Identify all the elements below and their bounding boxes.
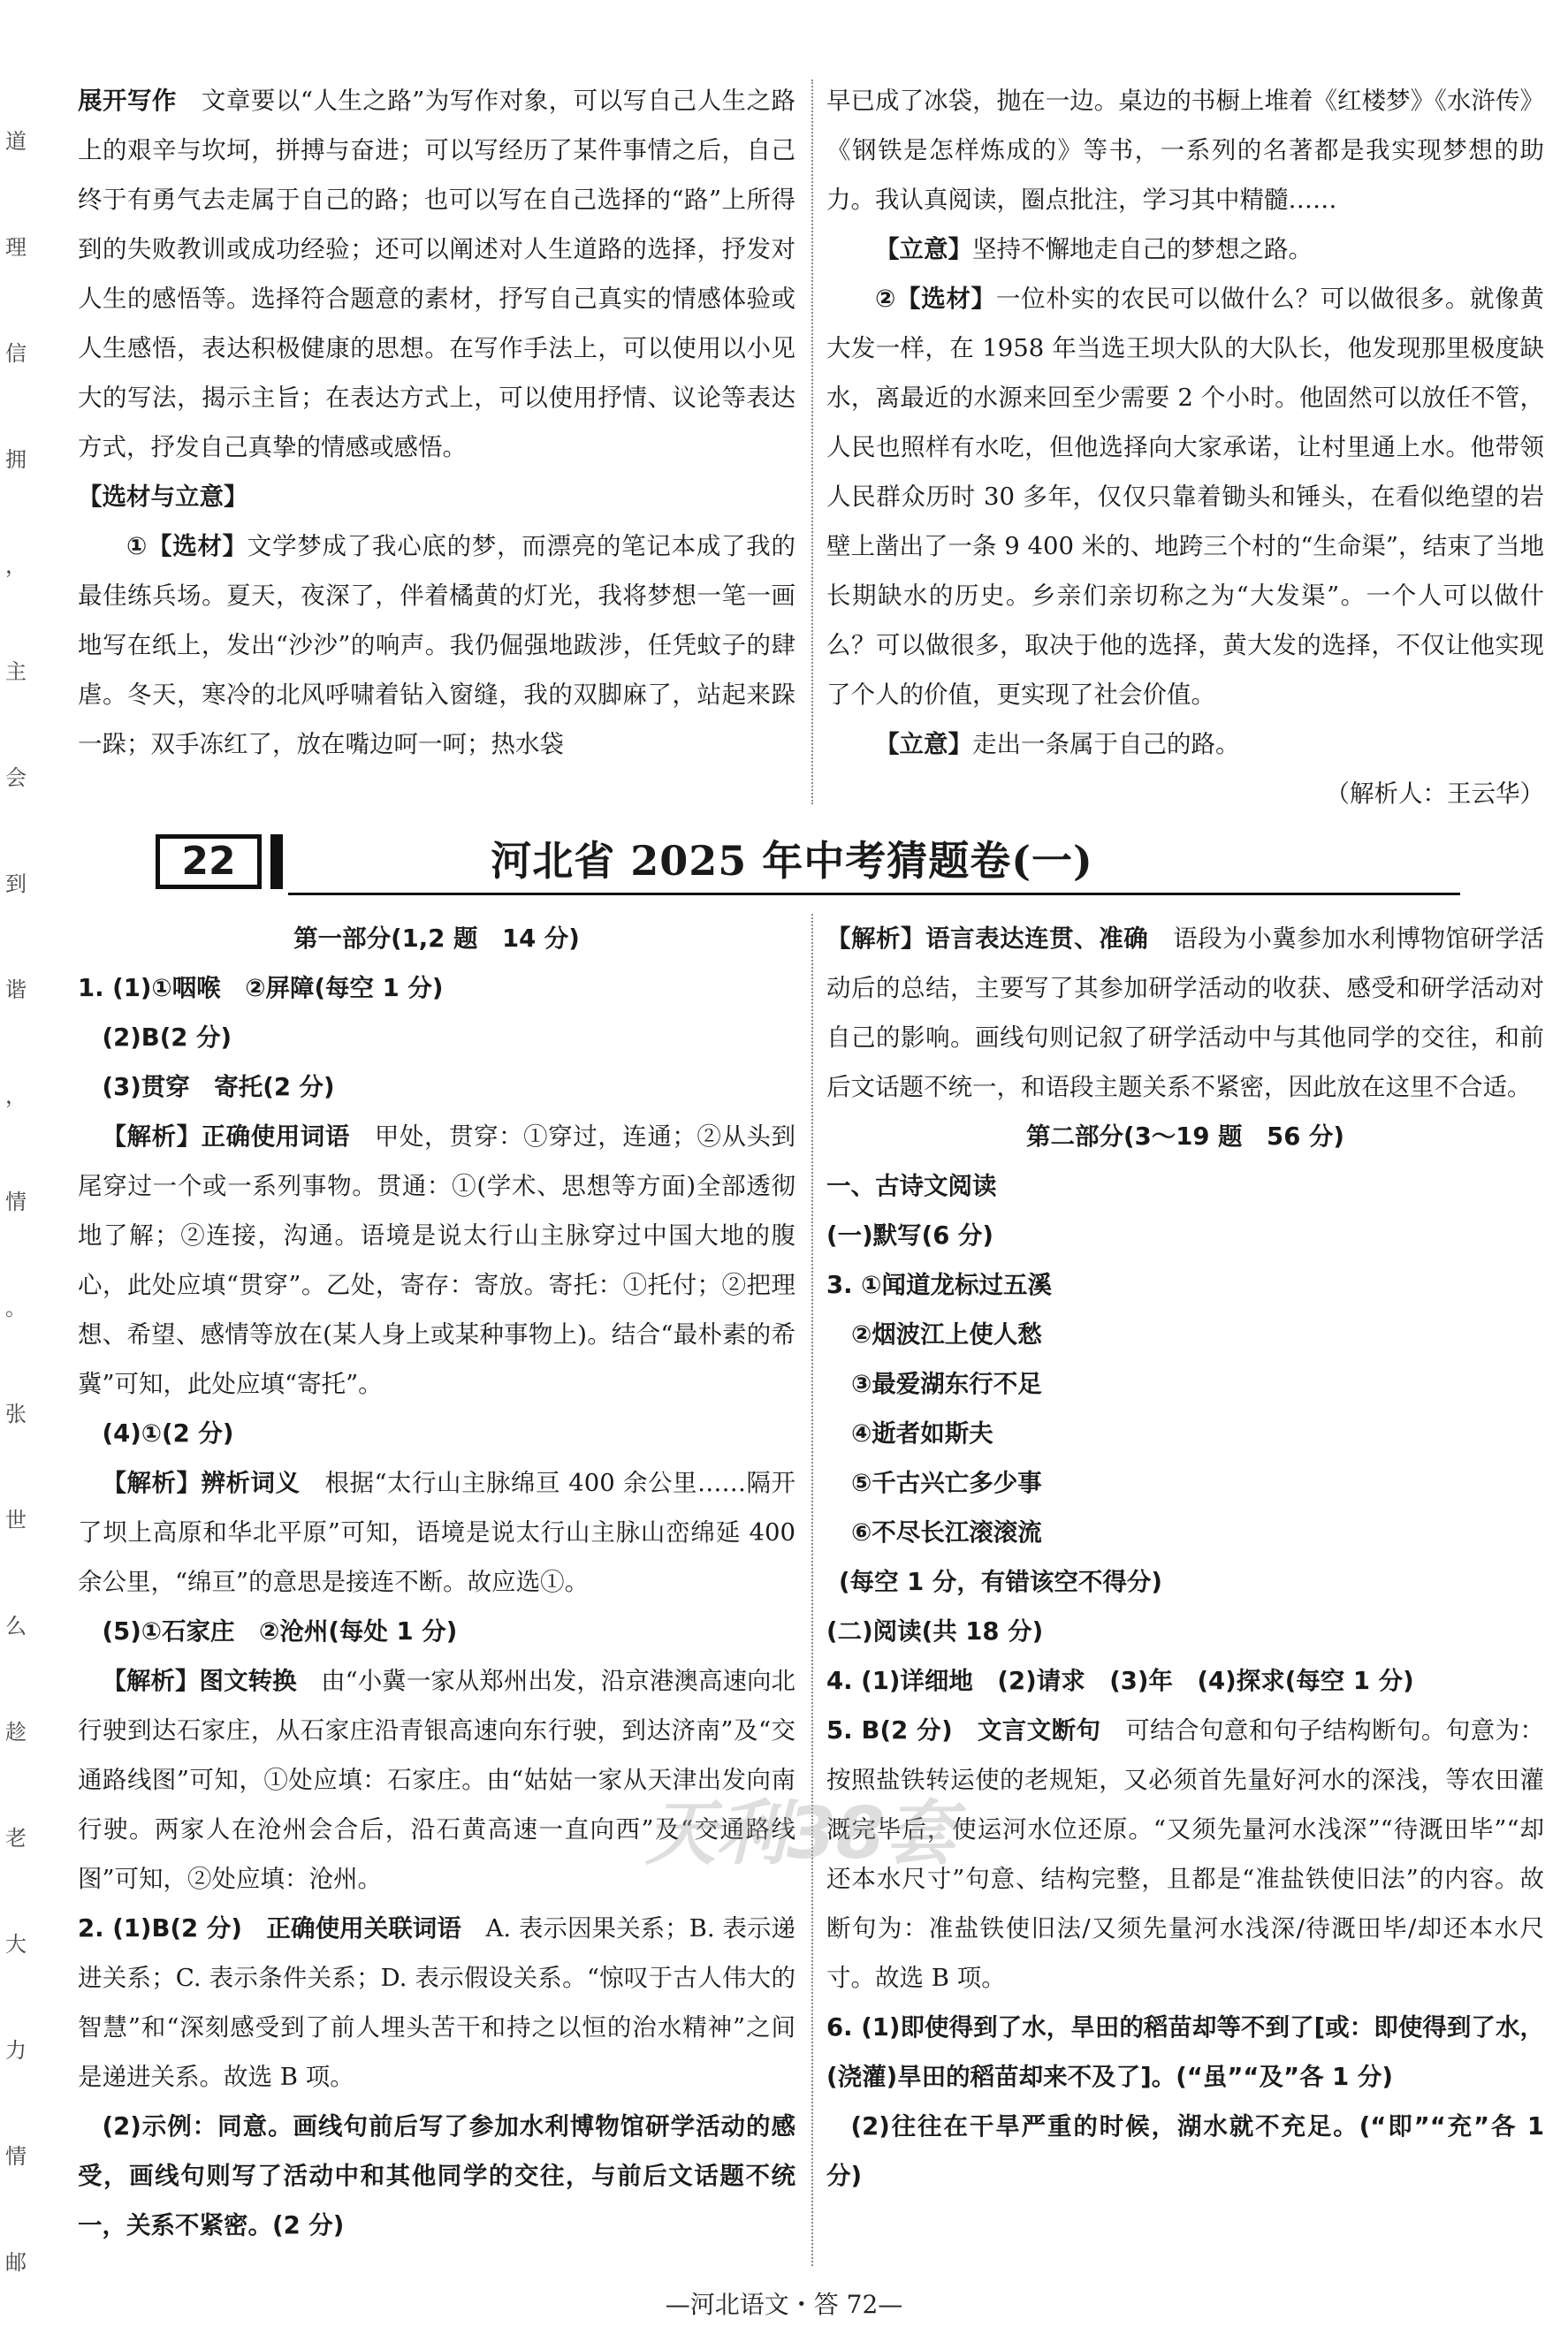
page-edge-characters (5, 88, 27, 2316)
part-1-heading: 第一部分(1,2 题 14 分) (293, 924, 580, 953)
edge-char: 世 (5, 1508, 27, 1532)
poem-line: 3. ①闻道龙标过五溪 (826, 1271, 1052, 1299)
q4-answer: 4. (1)详细地 (2)请求 (3)年 (4)探求(每空 1 分) (826, 1667, 1414, 1695)
analysis-4-text: 语段为小冀参加水利博物馆研学活动后的总结，主要写了其参加研学活动的收获、感受和研学活动对自己的影响。画线句则记叙了研学活动中与其他同学的交往，和前后文话题不统一，和语段主题关系不紧密，因此放在这里不合适。 (826, 924, 1545, 1101)
poem-line: ④逝者如斯夫 (851, 1419, 993, 1448)
poem-line: ②烟波江上使人愁 (851, 1320, 1042, 1349)
banner-bar (270, 834, 283, 889)
edge-char: 。 (5, 1296, 27, 1320)
edge-char: 拥 (5, 447, 27, 472)
q5-text: 可结合句意和句子结构断句。句意为：按照盐铁转运使的老规矩，又必须首先量好河水的深浅，等农田灌溉完毕后，使运河水位还原。“又须先量河水浅深”“待溉田毕”“却还本水尺寸”句意、结构完整，且都是“准盐铁使旧法”的内容。故断句为：准盐铁使旧法/又须先量河水浅深/待溉田毕/却还本水尺寸。故选 B 项。 (826, 1716, 1545, 1992)
poem-line: ⑥不尽长江滚滚流 (851, 1518, 1042, 1547)
edge-char: 理 (5, 235, 27, 260)
material-heading: 【选材与立意】 (78, 483, 248, 511)
analysis-3-text: 由“小冀一家从郑州出发，沿京港澳高速向北行驶到达石家庄，从石家庄沿青银高速向东行驶，到达济南”及“交通路线图”可知，①处应填：石家庄。由“姑姑一家从天津出发向南行驶。两家人在沧州会合后，沿石黄高速一直向西”及“交通路线图”可知，②处应填：沧州。 (78, 1667, 795, 1893)
edge-char: 张 (5, 1402, 27, 1426)
analysis-2 (78, 1458, 795, 1607)
q6-2-answer: (2)往往在干旱严重的时候，湖水就不充足。(“即”“充”各 1 分) (826, 2112, 1544, 2190)
q2-1-text: A. 表示因果关系；B. 表示递进关系；C. 表示条件关系；D. 表示假设关系。“惊叹于古人伟大的智慧”和“深刻感受到了前人埋头苦干和持之以恒的治水精神”之间是递进关系。故选 B 项。 (78, 1914, 796, 2091)
analysis-1 (78, 1112, 795, 1409)
edge-char: 信 (5, 341, 27, 366)
edge-char: ， (5, 1084, 27, 1108)
q1-3-answer: (3)贯穿 寄托(2 分) (102, 1073, 335, 1101)
edge-char: 会 (5, 765, 27, 790)
poem-line: ⑤千古兴亡多少事 (851, 1469, 1042, 1497)
material-1 (78, 521, 795, 769)
q1-2-answer: (2)B(2 分) (102, 1023, 232, 1052)
q2-1-answer (78, 1904, 795, 2102)
edge-char: 大 (5, 1932, 27, 1957)
q2-1-label: 2. (1)B(2 分) 正确使用关联词语 (78, 1914, 461, 1943)
poem-line: ③最爱湖东行不足 (851, 1370, 1042, 1398)
analysis-2-text: 根据“太行山主脉绵亘 400 余公里……隔开了坝上高原和华北平原”可知，语境是说太行山主脉山峦绵延 400 余公里，“绵亘”的意思是接连不断。故应选①。 (78, 1469, 796, 1596)
material-2 (826, 274, 1544, 719)
edge-char: 邮 (5, 2250, 27, 2275)
edge-char: 力 (5, 2038, 27, 2063)
edge-char: 主 (5, 659, 27, 684)
edge-char: 么 (5, 1614, 27, 1639)
edge-char: 道 (5, 129, 27, 154)
q1-1-answer: 1. (1)①咽喉 ②屏障(每空 1 分) (78, 974, 444, 1002)
analysis-2-label: 【解析】辨析词义 (102, 1469, 301, 1497)
edge-char: 趁 (5, 1720, 27, 1745)
section-title: 河北省 2025 年中考猜题卷(一) (491, 837, 1093, 885)
part-2-heading: 第二部分(3～19 题 56 分) (1026, 1122, 1344, 1151)
write-label: 展开写作 (78, 87, 177, 115)
section-banner (156, 829, 1460, 900)
edge-char: 到 (5, 871, 27, 896)
analysis-4-label: 【解析】语言表达连贯、准确 (826, 924, 1149, 953)
top-left-column (78, 76, 795, 769)
top-divider (811, 80, 813, 804)
idea-2 (826, 719, 1544, 769)
section-1-heading: 一、古诗文阅读 (826, 1172, 997, 1200)
analysis-1-label: 【解析】正确使用词语 (102, 1122, 350, 1151)
bottom-divider (811, 914, 813, 2266)
q1-4-answer: (4)①(2 分) (102, 1419, 234, 1448)
edge-char: 谐 (5, 977, 27, 1002)
analysis-1-text: 甲处，贯穿：①穿过，连通；②从头到尾穿过一个或一系列事物。贯通：①(学术、思想等方面)全部透彻地了解；②连接，沟通。语境是说太行山主脉穿过中国大地的腹心，此处应填“贯穿”。乙处，寄存：寄放。寄托：①托付；②把理想、希望、感情等放在(某人身上或某种事物上)。结合“最朴素的希冀”可知，此处应填“寄托”。 (78, 1122, 796, 1398)
top-right-column (826, 76, 1544, 818)
q2-2-answer: (2)示例：同意。画线句前后写了参加水利博物馆研学活动的感受，画线句则写了活动中和其他同学的交往，与前后文话题不统一，关系不紧密。(2 分) (78, 2112, 795, 2240)
subsection-2-heading: (二)阅读(共 18 分) (826, 1617, 1044, 1646)
watermark-logo: 天利38套 (645, 1792, 956, 1875)
idea-1-label: 【立意】 (875, 235, 972, 263)
edge-char: 情 (5, 2144, 27, 2169)
idea-2-text: 走出一条属于自己的路。 (972, 730, 1240, 758)
q1-5-answer: (5)①石家庄 ②沧州(每处 1 分) (102, 1617, 458, 1646)
bottom-left-column (78, 914, 795, 2250)
material-1-continued: 早已成了冰袋，抛在一边。桌边的书橱上堆着《红楼梦》《水浒传》《钢铁是怎样炼成的》等书，一系列的名著都是我实现梦想的助力。我认真阅读，圈点批注，学习其中精髓…… (826, 87, 1544, 214)
write-text: 文章要以“人生之路”为写作对象，可以写自己人生之路上的艰辛与坎坷，拼搏与奋进；可以写经历了某件事情之后，自己终于有勇气去走属于自己的路；也可以写在自己选择的“路”上所得到的失败教训或成功经验；还可以阐述对人生道路的选择，抒发对人生的感悟等。选择符合题意的素材，抒写自己真实的情感体验或人生感悟，表达积极健康的思想。在写作手法上，可以使用以小见大的写法，揭示主旨；在表达方式上，可以使用抒情、议论等表达方式，抒发自己真挚的情感或感悟。 (78, 87, 796, 461)
analysis-4 (826, 914, 1544, 1112)
writing-guidance (78, 76, 795, 472)
subsection-1-heading: (一)默写(6 分) (826, 1221, 993, 1250)
banner-underline (288, 893, 1460, 895)
section-number: 22 (156, 834, 262, 889)
edge-char: ， (5, 553, 27, 578)
edge-char: 情 (5, 1190, 27, 1214)
bottom-right-column (826, 914, 1544, 2201)
material-2-label: ②【选材】 (875, 285, 996, 313)
idea-1 (826, 224, 1544, 274)
poem-note: (每空 1 分，有错该空不得分) (839, 1568, 1162, 1596)
q5-label: 5. B(2 分) 文言文断句 (826, 1716, 1101, 1745)
material-1-text: 文学梦成了我心底的梦，而漂亮的笔记本成了我的最佳练兵场。夏天，夜深了，伴着橘黄的灯光，我将梦想一笔一画地写在纸上，发出“沙沙”的响声。我仍倔强地跋涉，任凭蚊子的肆虐。冬天，寒冷的北风呼啸着钻入窗缝，我的双脚麻了，站起来跺一跺；双手冻红了，放在嘴边呵一呵；热水袋 (78, 532, 795, 758)
idea-2-label: 【立意】 (875, 730, 972, 758)
q6-1-answer: 6. (1)即使得到了水，旱田的稻苗却等不到了[或：即使得到了水，(浇灌)旱田的稻苗却来不及了]。(“虽”“及”各 1 分) (826, 2013, 1544, 2091)
page-footer: —河北语文・答 72— (665, 2290, 903, 2319)
material-1-label: ①【选材】 (126, 532, 247, 560)
edge-char: 老 (5, 1826, 27, 1851)
analyst-credit: （解析人：王云华） (1325, 779, 1544, 808)
analysis-3-label: 【解析】图文转换 (102, 1667, 297, 1695)
idea-1-text: 坚持不懈地走自己的梦想之路。 (972, 235, 1313, 263)
material-2-text: 一位朴实的农民可以做什么？可以做很多。就像黄大发一样，在 1958 年当选王坝大队的大队长，他发现那里极度缺水，离最近的水源来回至少需要 2 个小时。他固然可以放任不管，人民也照样有水吃，但他选择向大家承诺，让村里通上水。他带领人民群众历时 30 多年，仅仅只靠着锄头和锤头，在看似绝望的岩壁上凿出了一条 9 400 米的、地跨三个村的“生命渠”，结束了当地长期缺水的历史。乡亲们亲切称之为“大发渠”。一个人可以做什么？可以做很多，取决于他的选择，黄大发的选择，不仅让他实现了个人的价值，更实现了社会价值。 (826, 285, 1544, 709)
